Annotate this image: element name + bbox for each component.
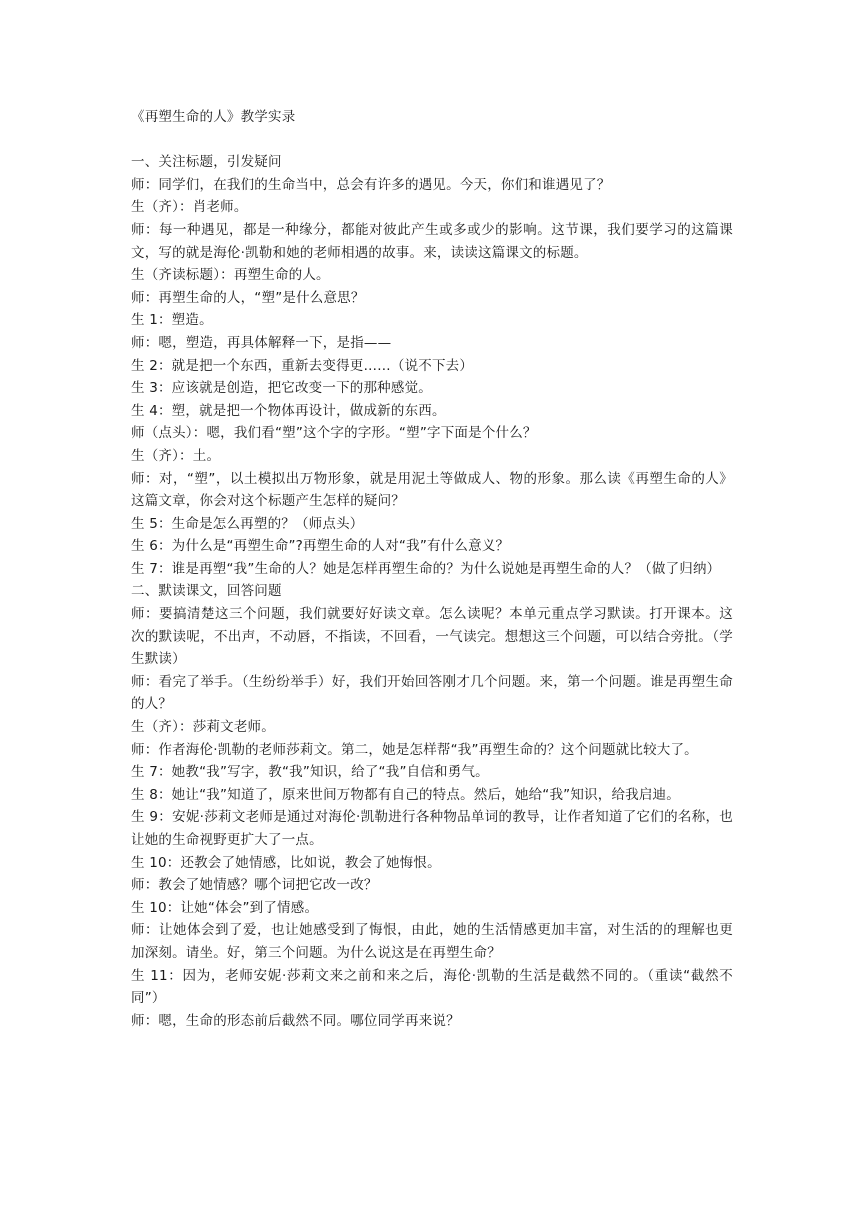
dialogue-line: 师：每一种遇见，都是一种缘分，都能对彼此产生或多或少的影响。这节课，我们要学习的这篇课文，写的就是海伦·凯勒和她的老师相遇的故事。来，读读这篇课文的标题。 xyxy=(131,221,733,261)
dialogue-line: 生（齐）：肖老师。 xyxy=(131,199,248,216)
document-body xyxy=(131,106,733,1032)
dialogue-line: 师：对，“塑”，以土模拟出万物形象，就是用泥土等做成人、物的形象。那么读《再塑生命的人》这篇文章，你会对这个标题产生怎样的疑问？ xyxy=(131,470,733,510)
section-2-dialogue xyxy=(131,603,733,1032)
dialogue-line: 生 11：因为，老师安妮·莎莉文来之前和来之后，海伦·凯勒的生活是截然不同的。（重读“截然不同”） xyxy=(131,967,733,1007)
dialogue-line: 师：再塑生命的人，“塑”是什么意思？ xyxy=(131,289,365,306)
dialogue-line: 生 9：安妮·莎莉文老师是通过对海伦·凯勒进行各种物品单词的教导，让作者知道了它们的名称，也让她的生命视野更扩大了一点。 xyxy=(131,809,733,848)
dialogue-line: 生 1：塑造。 xyxy=(131,312,213,329)
section-1-dialogue xyxy=(131,174,733,581)
dialogue-line: 生 8：她让“我”知道了，原来世间万物都有自己的特点。然后，她给“我”知识，给我启迪。 xyxy=(131,786,680,803)
dialogue-line: 生 10：还教会了她情感，比如说，教会了她悔恨。 xyxy=(131,854,441,871)
dialogue-line: 生 4：塑，就是把一个物体再设计，做成新的东西。 xyxy=(131,402,446,419)
dialogue-line: 师：教会了她情感？哪个词把它改一改？ xyxy=(131,877,378,894)
dialogue-line: 生 10：让她“体会”到了情感。 xyxy=(131,899,319,916)
section-heading-1: 一、关注标题，引发疑问 xyxy=(131,154,282,171)
dialogue-line: 生（齐读标题）：再塑生命的人。 xyxy=(131,267,330,284)
dialogue-line: 师：让她体会到了爱，也让她感受到了悔恨，由此，她的生活情感更加丰富，对生活的的理解也更加深刻。请坐。好，第三个问题。为什么说这是在再塑生命？ xyxy=(131,922,733,961)
dialogue-line: 生 7：她教“我”写字，教“我”知识，给了“我”自信和勇气。 xyxy=(131,764,489,781)
dialogue-line: 师：要搞清楚这三个问题，我们就要好好读文章。怎么读呢？本单元重点学习默读。打开课本。这次的默读呢，不出声，不动唇，不指读，不回看，一气读完。想想这三个问题，可以结合旁批。（学生默读） xyxy=(131,606,733,668)
section-heading-2: 二、默读课文，回答问题 xyxy=(131,583,282,600)
dialogue-line: 师：同学们，在我们的生命当中，总会有许多的遇见。今天，你们和谁遇见了？ xyxy=(131,176,611,193)
dialogue-line: 师：嗯，塑造，再具体解释一下，是指—— xyxy=(131,334,392,351)
dialogue-line: 师：嗯，生命的形态前后截然不同。哪位同学再来说？ xyxy=(131,1012,460,1029)
dialogue-line: 师（点头）：嗯，我们看“塑”这个字的字形。“塑”字下面是个什么？ xyxy=(131,425,537,442)
dialogue-line: 生 5：生命是怎么再塑的？（师点头） xyxy=(131,515,364,532)
blank-line xyxy=(131,129,733,152)
dialogue-line: 师：看完了举手。（生纷纷举手）好，我们开始回答刚才几个问题。来，第一个问题。谁是再塑生命的人？ xyxy=(131,673,733,713)
dialogue-line: 生（齐）：莎莉文老师。 xyxy=(131,719,275,736)
dialogue-line: 生 3：应该就是创造，把它改变一下的那种感觉。 xyxy=(131,380,432,397)
dialogue-line: 生（齐）：土。 xyxy=(131,447,221,464)
document-title: 《再塑生命的人》教学实录 xyxy=(131,109,296,125)
dialogue-line: 师：作者海伦·凯勒的老师莎莉文。第二，她是怎样帮“我”再塑生命的？这个问题就比较大了。 xyxy=(131,741,698,758)
dialogue-line: 生 2：就是把一个东西，重新去变得更……（说不下去） xyxy=(131,357,474,374)
dialogue-line: 生 7：谁是再塑“我”生命的人？她是怎样再塑生命的？为什么说她是再塑生命的人？（做了归纳） xyxy=(131,560,721,577)
dialogue-line: 生 6：为什么是“再塑生命”?再塑生命的人对“我”有什么意义？ xyxy=(131,538,510,555)
